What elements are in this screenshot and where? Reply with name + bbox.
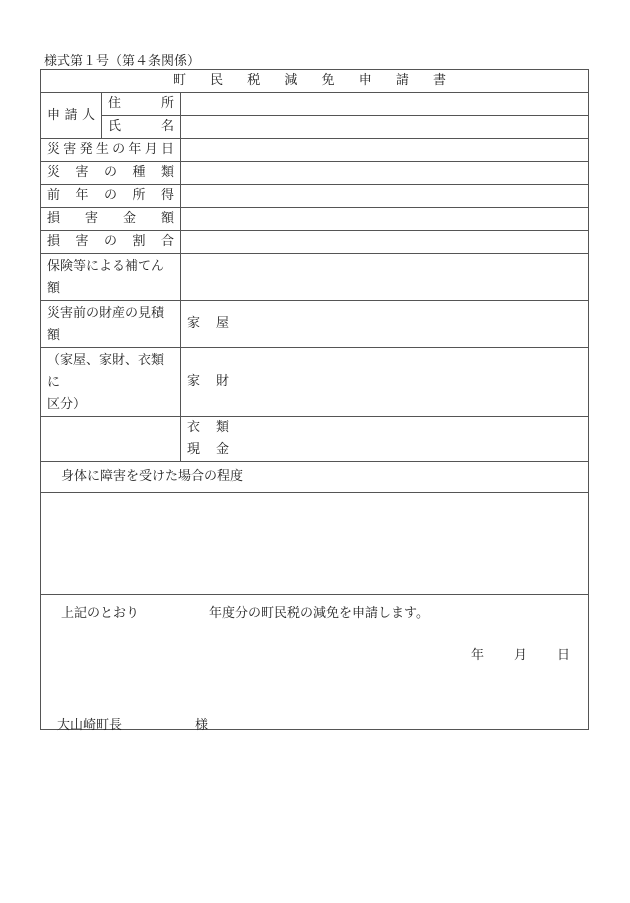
- name-label: 氏 名: [102, 116, 181, 139]
- property-note-label: （家屋、家財、衣類に 区分）: [41, 348, 181, 417]
- insurance-label: 保険等による補てん 額: [41, 254, 181, 301]
- applicant-label: 申 請 人: [41, 93, 102, 139]
- damage-ratio-field[interactable]: [181, 231, 589, 254]
- property-blank-cell: [41, 417, 181, 462]
- form-title: 町 民 税 減 免 申 請 書: [41, 70, 589, 93]
- declaration-text-2: 年度分の町民税の減免を申請します。: [209, 606, 429, 621]
- property-estimate-label: 災害前の財産の見積 額: [41, 301, 181, 348]
- clothes-label: 衣 類: [187, 420, 230, 435]
- application-form-table: [40, 69, 589, 733]
- clothes-cash-cell[interactable]: [181, 417, 589, 462]
- damage-ratio-label: 損 害 の 割 合: [41, 231, 181, 254]
- disaster-date-label: 災 害 発 生 の 年 月 日: [41, 139, 181, 162]
- declaration-text-1: 上記のとおり: [61, 606, 140, 621]
- injury-field[interactable]: [41, 493, 589, 595]
- date-line: 年 月 日: [470, 648, 571, 663]
- insurance-field[interactable]: [181, 254, 589, 301]
- prev-income-field[interactable]: [181, 185, 589, 208]
- goods-cell[interactable]: [181, 348, 589, 417]
- injury-label: 身体に障害を受けた場合の程度: [41, 462, 589, 493]
- form-number-label: 様式第１号（第４条関係）: [44, 54, 201, 69]
- disaster-type-label: 災 害 の 種 類: [41, 162, 181, 185]
- name-field[interactable]: [181, 116, 589, 139]
- damage-amount-label: 損 害 金 額: [41, 208, 181, 231]
- address-field[interactable]: [181, 93, 589, 116]
- honorific: 様: [195, 718, 209, 733]
- goods-label: 家 財: [187, 374, 230, 389]
- address-label: 住 所: [102, 93, 181, 116]
- disaster-type-field[interactable]: [181, 162, 589, 185]
- disaster-date-field[interactable]: [181, 139, 589, 162]
- cash-label: 現 金: [187, 442, 230, 457]
- damage-amount-field[interactable]: [181, 208, 589, 231]
- house-cell[interactable]: [181, 301, 589, 348]
- house-label: 家 屋: [187, 316, 230, 331]
- prev-income-label: 前 年 の 所 得: [41, 185, 181, 208]
- declaration-cell: [41, 595, 589, 733]
- addressee: 大山崎町長: [57, 718, 123, 733]
